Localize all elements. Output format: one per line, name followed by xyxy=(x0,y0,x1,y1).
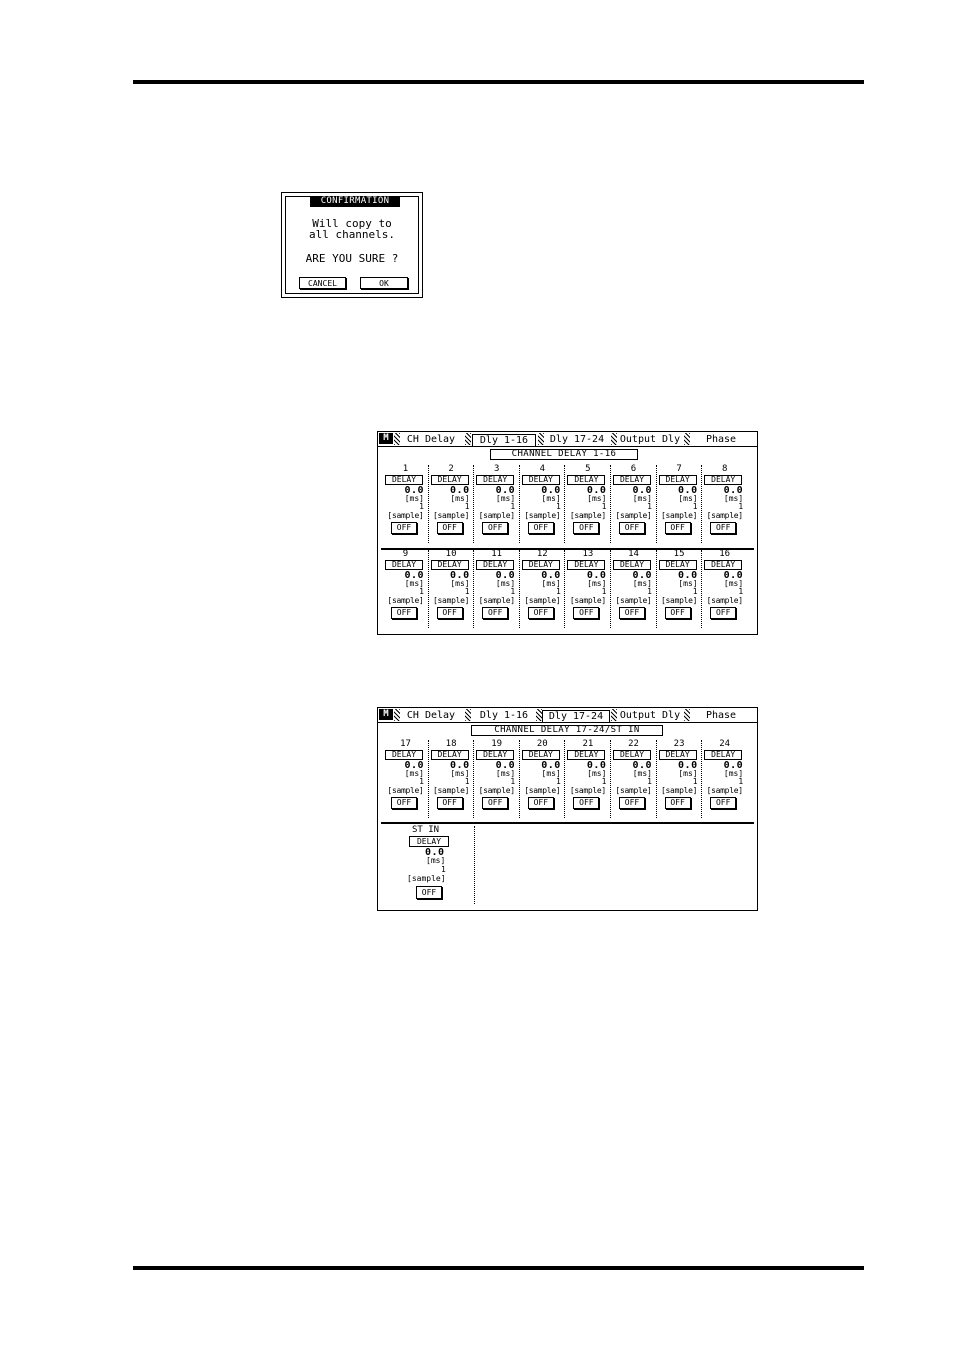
menu-m-icon[interactable]: M xyxy=(379,433,393,444)
tab-dly-17-24[interactable]: Dly 17-24 xyxy=(542,710,610,722)
dialog-frame xyxy=(285,196,419,294)
delay-button[interactable]: DELAY xyxy=(613,560,651,570)
delay-ms-value[interactable]: 0.0 xyxy=(450,760,470,771)
column-divider xyxy=(564,550,565,628)
channel-number: 18 xyxy=(445,739,457,749)
delay-button[interactable]: DELAY xyxy=(385,560,423,570)
channel-number: 19 xyxy=(491,739,503,749)
ms-unit-label: [ms] xyxy=(450,494,470,503)
ms-unit-label: [ms] xyxy=(404,579,424,588)
delay-ms-value[interactable]: 0.0 xyxy=(541,485,561,496)
sample-unit-label: [sample] xyxy=(706,786,743,795)
channel-delay-17-24-screen xyxy=(377,707,758,911)
channel-strip xyxy=(429,740,474,826)
column-divider xyxy=(564,740,565,818)
delay-sample-value[interactable]: 1 xyxy=(419,502,424,511)
channel-number: 15 xyxy=(673,549,685,559)
column-divider xyxy=(610,465,611,543)
delay-off-button[interactable]: OFF xyxy=(528,522,554,534)
sample-unit-label: [sample] xyxy=(661,786,698,795)
channel-strip xyxy=(383,465,428,551)
delay-off-button[interactable]: OFF xyxy=(573,607,599,619)
dialog-title: CONFIRMATION xyxy=(310,196,400,207)
delay-sample-value[interactable]: 1 xyxy=(555,777,561,786)
ms-unit-label: [ms] xyxy=(587,579,607,588)
delay-ms-value[interactable]: 0.0 xyxy=(632,760,652,771)
delay-ms-value[interactable]: 0.0 xyxy=(404,570,424,581)
delay-button[interactable]: DELAY xyxy=(567,475,605,485)
bottom-rule xyxy=(133,1266,864,1270)
delay-ms-value[interactable]: 0.0 xyxy=(495,760,516,771)
sample-unit-label: [sample] xyxy=(433,596,470,605)
sample-unit-label: [sample] xyxy=(524,511,561,520)
tab-separator xyxy=(465,433,471,445)
column-divider xyxy=(701,465,702,543)
ms-unit-label: [ms] xyxy=(404,769,424,778)
column-divider xyxy=(519,550,520,628)
delay-off-button[interactable]: OFF xyxy=(573,797,599,809)
tab-phase[interactable]: Phase xyxy=(705,434,737,445)
channel-strip xyxy=(474,465,519,551)
delay-off-button[interactable]: OFF xyxy=(710,522,736,534)
channel-strip xyxy=(565,740,610,826)
delay-sample-value[interactable]: 1 xyxy=(555,502,561,511)
st-in-sample-value[interactable]: 1 xyxy=(441,865,446,874)
delay-sample-value[interactable]: 1 xyxy=(601,587,607,596)
delay-off-button[interactable]: OFF xyxy=(437,797,463,809)
delay-ms-value[interactable]: 0.0 xyxy=(678,570,698,581)
channel-number: 16 xyxy=(719,549,731,559)
delay-off-button[interactable]: OFF xyxy=(528,797,554,809)
confirmation-dialog xyxy=(281,192,423,298)
column-divider xyxy=(610,550,611,628)
sample-unit-label: [sample] xyxy=(478,786,515,795)
delay-ms-value[interactable]: 0.0 xyxy=(541,760,561,771)
tab-ch-delay[interactable]: CH Delay xyxy=(406,710,456,721)
channel-number: 23 xyxy=(673,739,685,749)
tab-separator xyxy=(465,709,471,721)
delay-button[interactable]: DELAY xyxy=(704,560,742,570)
channel-number: 10 xyxy=(445,549,457,559)
channel-number: 1 xyxy=(402,464,409,474)
delay-off-button[interactable]: OFF xyxy=(437,607,463,619)
st-in-ms-unit: [ms] xyxy=(426,856,446,865)
sample-unit-label: [sample] xyxy=(661,596,698,605)
delay-off-button[interactable]: OFF xyxy=(573,522,599,534)
sample-unit-label: [sample] xyxy=(569,596,606,605)
channel-number: 3 xyxy=(493,464,500,474)
dialog-question: ARE YOU SURE ? xyxy=(305,252,399,265)
channel-number: 6 xyxy=(630,464,637,474)
ms-unit-label: [ms] xyxy=(541,769,561,778)
ok-button[interactable]: OK xyxy=(360,277,408,289)
channel-strip xyxy=(520,465,565,551)
top-rule xyxy=(133,80,864,84)
channel-number: 2 xyxy=(448,464,454,474)
channel-number: 9 xyxy=(402,549,409,559)
channel-strip xyxy=(383,550,428,636)
ms-unit-label: [ms] xyxy=(678,579,698,588)
delay-button[interactable]: DELAY xyxy=(522,750,560,760)
tab-bar xyxy=(378,708,757,723)
column-divider xyxy=(428,465,429,543)
delay-ms-value[interactable]: 0.0 xyxy=(632,570,652,581)
delay-sample-value[interactable]: 1 xyxy=(738,587,744,596)
channel-number: 12 xyxy=(536,549,548,559)
delay-ms-value[interactable]: 0.0 xyxy=(723,485,744,496)
ms-unit-label: [ms] xyxy=(678,494,698,503)
channel-strip xyxy=(520,740,565,826)
channel-strip xyxy=(474,550,519,636)
channel-strip xyxy=(474,740,519,826)
tab-dly-17-24[interactable]: Dly 17-24 xyxy=(549,434,605,445)
delay-button[interactable]: DELAY xyxy=(704,750,742,760)
tab-separator xyxy=(684,709,690,721)
delay-ms-value[interactable]: 0.0 xyxy=(404,760,424,771)
channel-strip xyxy=(429,465,474,551)
delay-off-button[interactable]: OFF xyxy=(391,607,417,619)
column-divider xyxy=(519,740,520,818)
ms-unit-label: [ms] xyxy=(678,769,698,778)
delay-button[interactable]: DELAY xyxy=(431,750,469,760)
tab-phase[interactable]: Phase xyxy=(705,710,737,721)
st-in-channel xyxy=(390,826,470,906)
channel-strip xyxy=(611,550,656,636)
delay-sample-value[interactable]: 1 xyxy=(510,502,516,511)
delay-sample-value[interactable]: 1 xyxy=(601,777,607,786)
channel-number: 17 xyxy=(400,739,411,749)
delay-button[interactable]: DELAY xyxy=(431,560,469,570)
column-divider xyxy=(428,550,429,628)
delay-sample-value[interactable]: 1 xyxy=(464,777,470,786)
dialog-message-line1: Will copy to xyxy=(312,217,392,230)
delay-off-button[interactable]: OFF xyxy=(665,797,691,809)
panel-title: CHANNEL DELAY 17-24/ST IN xyxy=(471,725,663,736)
delay-ms-value[interactable]: 0.0 xyxy=(723,570,744,581)
delay-ms-value[interactable]: 0.0 xyxy=(586,485,607,496)
channel-number: 7 xyxy=(676,464,682,474)
channel-number: 8 xyxy=(721,464,728,474)
delay-off-button[interactable]: OFF xyxy=(619,797,645,809)
tab-output-dly[interactable]: Output Dly xyxy=(619,710,681,721)
column-divider xyxy=(428,740,429,818)
sample-unit-label: [sample] xyxy=(615,511,652,520)
delay-sample-value[interactable]: 1 xyxy=(738,777,744,786)
delay-off-button[interactable]: OFF xyxy=(665,607,691,619)
channel-strip xyxy=(429,550,474,636)
delay-off-button[interactable]: OFF xyxy=(391,522,417,534)
sample-unit-label: [sample] xyxy=(478,596,515,605)
ms-unit-label: [ms] xyxy=(587,494,607,503)
tab-ch-delay[interactable]: CH Delay xyxy=(406,434,456,445)
sample-unit-label: [sample] xyxy=(706,596,743,605)
channel-strip xyxy=(702,740,747,826)
delay-button[interactable]: DELAY xyxy=(476,560,514,570)
st-in-ms-value[interactable]: 0.0 xyxy=(425,847,445,858)
delay-off-button[interactable]: OFF xyxy=(391,797,417,809)
delay-off-button[interactable]: OFF xyxy=(619,522,645,534)
channel-strip xyxy=(702,465,747,551)
ms-unit-label: [ms] xyxy=(495,579,516,588)
delay-ms-value[interactable]: 0.0 xyxy=(450,570,470,581)
delay-button[interactable]: DELAY xyxy=(613,475,651,485)
sample-unit-label: [sample] xyxy=(615,596,652,605)
ms-unit-label: [ms] xyxy=(450,579,470,588)
st-in-delay-button[interactable]: DELAY xyxy=(409,836,449,847)
delay-sample-value[interactable]: 1 xyxy=(647,587,652,596)
delay-button[interactable]: DELAY xyxy=(385,475,423,485)
channel-strip xyxy=(657,465,702,551)
delay-sample-value[interactable]: 1 xyxy=(510,587,516,596)
delay-button[interactable]: DELAY xyxy=(567,750,605,760)
column-divider xyxy=(610,740,611,818)
delay-off-button[interactable]: OFF xyxy=(482,522,508,534)
sample-unit-label: [sample] xyxy=(524,786,561,795)
ms-unit-label: [ms] xyxy=(723,769,744,778)
sample-unit-label: [sample] xyxy=(387,786,424,795)
ms-unit-label: [ms] xyxy=(541,579,561,588)
delay-button[interactable]: DELAY xyxy=(659,750,697,760)
sample-unit-label: [sample] xyxy=(569,511,606,520)
delay-ms-value[interactable]: 0.0 xyxy=(495,570,516,581)
delay-button[interactable]: DELAY xyxy=(704,475,742,485)
delay-off-button[interactable]: OFF xyxy=(482,607,508,619)
st-in-sample-unit: [sample] xyxy=(407,874,446,883)
delay-button[interactable]: DELAY xyxy=(659,560,697,570)
sample-unit-label: [sample] xyxy=(433,511,470,520)
column-divider xyxy=(656,740,657,818)
ms-unit-label: [ms] xyxy=(723,579,744,588)
tab-dly-1-16[interactable]: Dly 1-16 xyxy=(472,434,536,446)
channel-strip xyxy=(657,550,702,636)
column-divider xyxy=(473,740,474,818)
ms-unit-label: [ms] xyxy=(632,579,652,588)
ms-unit-label: [ms] xyxy=(632,769,652,778)
ms-unit-label: [ms] xyxy=(723,494,744,503)
delay-ms-value[interactable]: 0.0 xyxy=(541,570,561,581)
tab-dly-1-16[interactable]: Dly 1-16 xyxy=(479,710,529,721)
column-divider xyxy=(656,550,657,628)
ms-unit-label: [ms] xyxy=(495,769,516,778)
tab-bar xyxy=(378,432,757,447)
sample-unit-label: [sample] xyxy=(569,786,606,795)
channel-strip xyxy=(565,465,610,551)
delay-ms-value[interactable]: 0.0 xyxy=(404,485,424,496)
column-divider xyxy=(473,465,474,543)
column-divider xyxy=(474,826,475,904)
column-divider xyxy=(656,465,657,543)
delay-sample-value[interactable]: 1 xyxy=(601,502,607,511)
st-in-label: ST IN xyxy=(412,825,440,835)
channel-number: 14 xyxy=(628,549,639,559)
delay-off-button[interactable]: OFF xyxy=(665,522,691,534)
tab-output-dly[interactable]: Output Dly xyxy=(619,434,681,445)
sample-unit-label: [sample] xyxy=(706,511,743,520)
st-in-off-button[interactable]: OFF xyxy=(416,886,442,899)
delay-sample-value[interactable]: 1 xyxy=(738,502,744,511)
channel-number: 21 xyxy=(582,739,594,749)
channel-strip xyxy=(657,740,702,826)
sample-unit-label: [sample] xyxy=(524,596,561,605)
channel-strip xyxy=(520,550,565,636)
sample-unit-label: [sample] xyxy=(478,511,515,520)
delay-ms-value[interactable]: 0.0 xyxy=(586,760,607,771)
channel-number: 22 xyxy=(628,739,639,749)
channel-number: 20 xyxy=(536,739,548,749)
delay-off-button[interactable]: OFF xyxy=(710,797,736,809)
delay-button[interactable]: DELAY xyxy=(567,560,605,570)
sample-unit-label: [sample] xyxy=(615,786,652,795)
delay-ms-value[interactable]: 0.0 xyxy=(678,760,698,771)
ms-unit-label: [ms] xyxy=(632,494,652,503)
channel-strip xyxy=(611,465,656,551)
delay-off-button[interactable]: OFF xyxy=(482,797,508,809)
delay-ms-value[interactable]: 0.0 xyxy=(586,570,607,581)
delay-off-button[interactable]: OFF xyxy=(710,607,736,619)
ms-unit-label: [ms] xyxy=(541,494,561,503)
channel-number: 5 xyxy=(585,464,591,474)
delay-sample-value[interactable]: 1 xyxy=(647,502,652,511)
delay-ms-value[interactable]: 0.0 xyxy=(450,485,470,496)
ms-unit-label: [ms] xyxy=(495,494,516,503)
delay-sample-value[interactable]: 1 xyxy=(464,502,470,511)
delay-ms-value[interactable]: 0.0 xyxy=(632,485,652,496)
delay-button[interactable]: DELAY xyxy=(476,750,514,760)
column-divider xyxy=(701,550,702,628)
delay-sample-value[interactable]: 1 xyxy=(419,587,424,596)
tab-separator xyxy=(684,433,690,445)
delay-sample-value[interactable]: 1 xyxy=(692,587,698,596)
delay-ms-value[interactable]: 0.0 xyxy=(678,485,698,496)
channel-strip xyxy=(702,550,747,636)
delay-sample-value[interactable]: 1 xyxy=(555,587,561,596)
column-divider xyxy=(473,550,474,628)
cancel-button[interactable]: CANCEL xyxy=(299,277,346,289)
channel-number: 13 xyxy=(582,549,594,559)
channel-delay-1-16-screen xyxy=(377,431,758,635)
menu-m-icon[interactable]: M xyxy=(379,709,393,720)
delay-off-button[interactable]: OFF xyxy=(437,522,463,534)
column-divider xyxy=(701,740,702,818)
delay-sample-value[interactable]: 1 xyxy=(692,777,698,786)
channel-strip xyxy=(383,740,428,826)
delay-off-button[interactable]: OFF xyxy=(528,607,554,619)
delay-button[interactable]: DELAY xyxy=(522,475,560,485)
ms-unit-label: [ms] xyxy=(404,494,424,503)
delay-sample-value[interactable]: 1 xyxy=(419,777,424,786)
delay-button[interactable]: DELAY xyxy=(476,475,514,485)
sample-unit-label: [sample] xyxy=(387,511,424,520)
delay-sample-value[interactable]: 1 xyxy=(510,777,516,786)
dialog-message-line2: all channels. xyxy=(308,228,396,241)
channel-number: 4 xyxy=(539,464,545,474)
delay-button[interactable]: DELAY xyxy=(659,475,697,485)
sample-unit-label: [sample] xyxy=(387,596,424,605)
delay-sample-value[interactable]: 1 xyxy=(464,587,470,596)
column-divider xyxy=(564,465,565,543)
delay-sample-value[interactable]: 1 xyxy=(647,777,652,786)
channel-number: 24 xyxy=(719,739,731,749)
sample-unit-label: [sample] xyxy=(661,511,698,520)
delay-button[interactable]: DELAY xyxy=(431,475,469,485)
delay-sample-value[interactable]: 1 xyxy=(692,502,698,511)
delay-button[interactable]: DELAY xyxy=(385,750,423,760)
delay-button[interactable]: DELAY xyxy=(522,560,560,570)
delay-ms-value[interactable]: 0.0 xyxy=(495,485,516,496)
ms-unit-label: [ms] xyxy=(450,769,470,778)
delay-ms-value[interactable]: 0.0 xyxy=(723,760,744,771)
delay-off-button[interactable]: OFF xyxy=(619,607,645,619)
delay-button[interactable]: DELAY xyxy=(613,750,651,760)
channel-number: 11 xyxy=(491,549,503,559)
sample-unit-label: [sample] xyxy=(433,786,470,795)
column-divider xyxy=(519,465,520,543)
channel-strip xyxy=(611,740,656,826)
ms-unit-label: [ms] xyxy=(587,769,607,778)
panel-title: CHANNEL DELAY 1-16 xyxy=(490,449,638,460)
channel-strip xyxy=(565,550,610,636)
